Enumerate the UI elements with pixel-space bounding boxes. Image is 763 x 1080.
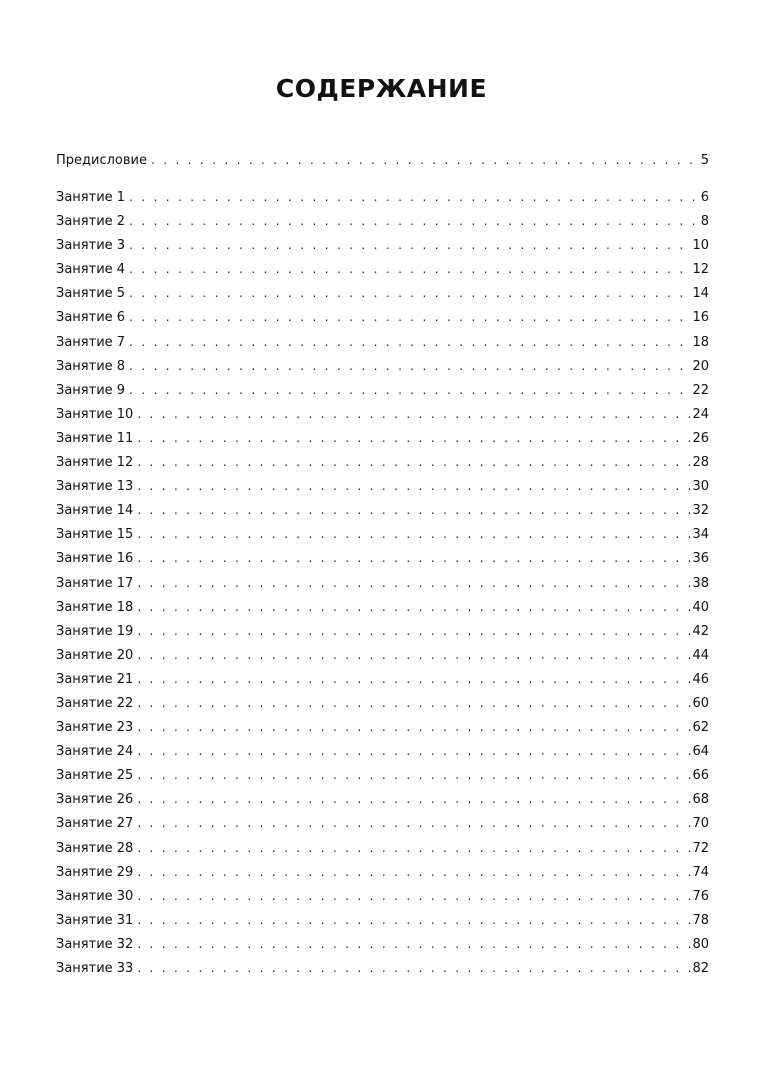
toc-entry-page: 74 — [692, 864, 709, 880]
toc-entry-preface[interactable] — [56, 148, 709, 172]
toc-leader-dots — [151, 148, 700, 172]
toc-entry-label: Занятие 2 — [56, 214, 126, 230]
toc-entry-lesson[interactable] — [56, 209, 709, 233]
toc-leader-dots — [137, 498, 691, 522]
toc-entry-page: 80 — [692, 936, 709, 952]
toc-entry-page: 62 — [692, 720, 709, 736]
toc-entry-label: Занятие 1 — [56, 190, 126, 205]
toc-entry-lesson[interactable] — [56, 474, 709, 498]
toc-entry-label: Занятие 3 — [56, 238, 126, 254]
toc-entry-label: Занятие 7 — [56, 334, 126, 350]
toc-leader-dots — [137, 522, 691, 546]
toc-entry-lesson[interactable] — [56, 956, 709, 980]
toc-entry-page: 26 — [692, 430, 709, 446]
toc-entry-label: Занятие 25 — [56, 768, 134, 784]
toc-entry-lesson[interactable] — [56, 860, 709, 884]
toc-entry-lesson[interactable] — [56, 354, 709, 378]
toc-leader-dots — [137, 691, 691, 715]
toc-entry-page: 64 — [692, 744, 709, 760]
toc-entry-page: 6 — [700, 190, 709, 205]
toc-leader-dots — [137, 402, 691, 426]
toc-leader-dots — [137, 474, 691, 498]
toc-entry-label: Занятие 33 — [56, 961, 134, 976]
toc-leader-dots — [129, 257, 691, 281]
toc-entry-lesson[interactable] — [56, 643, 709, 667]
toc-entry-lesson[interactable] — [56, 715, 709, 739]
toc-leader-dots — [137, 787, 691, 811]
toc-entry-page: 14 — [692, 286, 709, 302]
toc-leader-dots — [137, 571, 691, 595]
toc-entry-page: 42 — [692, 623, 709, 639]
toc-entry-page: 22 — [692, 382, 709, 398]
toc-entry-page: 30 — [692, 479, 709, 495]
toc-entry-page: 70 — [692, 816, 709, 832]
toc-entry-page: 40 — [692, 599, 709, 615]
toc-entry-page: 18 — [692, 334, 709, 350]
toc-leader-dots — [129, 209, 700, 233]
toc-entry-page: 28 — [692, 455, 709, 471]
toc-entry-lesson[interactable] — [56, 546, 709, 570]
page-title: СОДЕРЖАНИЕ — [275, 74, 488, 103]
toc-leader-dots — [137, 715, 691, 739]
toc-entry-lesson[interactable] — [56, 763, 709, 787]
toc-entry-page: 60 — [692, 695, 709, 711]
toc-entry-lesson[interactable] — [56, 691, 709, 715]
toc-leader-dots — [137, 546, 691, 570]
toc-entry-label: Занятие 15 — [56, 527, 134, 543]
toc-leader-dots — [129, 354, 691, 378]
toc-leader-dots — [137, 811, 691, 835]
toc-leader-dots — [129, 305, 691, 329]
toc-entry-lesson[interactable] — [56, 571, 709, 595]
toc-entry-page: 12 — [692, 262, 709, 278]
toc-entry-page: 34 — [692, 527, 709, 543]
toc-entry-page: 24 — [692, 406, 709, 422]
toc-leader-dots — [137, 450, 691, 474]
toc-entry-label: Занятие 4 — [56, 262, 126, 278]
toc-entry-lesson[interactable] — [56, 739, 709, 763]
toc-entry-page: 20 — [692, 358, 709, 374]
toc-entry-lesson[interactable] — [56, 522, 709, 546]
toc-entry-label: Занятие 16 — [56, 551, 134, 567]
toc-entry-label: Занятие 11 — [56, 430, 134, 446]
toc-leader-dots — [129, 185, 700, 209]
toc-entry-page: 5 — [700, 153, 709, 168]
toc-entry-page: 44 — [692, 647, 709, 663]
toc-leader-dots — [129, 378, 691, 402]
toc-leader-dots — [137, 619, 691, 643]
toc-entry-label: Занятие 26 — [56, 792, 134, 808]
toc-entry-page: 76 — [692, 888, 709, 904]
toc-entry-lesson[interactable] — [56, 330, 709, 354]
toc-entry-label: Занятие 27 — [56, 816, 134, 832]
toc-entry-label: Занятие 19 — [56, 623, 134, 639]
toc-leader-dots — [137, 595, 691, 619]
toc-entry-page: 16 — [692, 310, 709, 326]
toc-entry-label: Занятие 14 — [56, 503, 134, 519]
toc-entry-lesson[interactable] — [56, 305, 709, 329]
toc-entry-label: Занятие 5 — [56, 286, 126, 302]
toc-entry-label: Занятие 22 — [56, 695, 134, 711]
toc-leader-dots — [129, 233, 691, 257]
toc-entry-lesson[interactable] — [56, 233, 709, 257]
toc-entry-page: 8 — [700, 214, 709, 230]
toc-leader-dots — [137, 426, 691, 450]
toc-entry-lesson[interactable] — [56, 281, 709, 305]
toc-entry-label: Занятие 12 — [56, 455, 134, 471]
toc-entry-lesson[interactable] — [56, 498, 709, 522]
toc-entry-lesson[interactable] — [56, 595, 709, 619]
toc-entry-page: 72 — [692, 840, 709, 856]
toc-entry-label: Занятие 32 — [56, 936, 134, 952]
toc-entry-label: Занятие 9 — [56, 382, 126, 398]
toc-entry-lesson[interactable] — [56, 619, 709, 643]
toc-entry-lesson[interactable] — [56, 378, 709, 402]
toc-entry-lesson[interactable] — [56, 932, 709, 956]
toc-preface-section — [56, 148, 709, 172]
toc-leader-dots — [137, 643, 691, 667]
toc-entry-page: 82 — [692, 961, 709, 976]
toc-entry-page: 36 — [692, 551, 709, 567]
toc-entry-label: Занятие 23 — [56, 720, 134, 736]
toc-entry-label: Занятие 8 — [56, 358, 126, 374]
toc-leader-dots — [129, 281, 691, 305]
toc-entry-label: Занятие 6 — [56, 310, 126, 326]
toc-entry-label: Занятие 10 — [56, 406, 134, 422]
toc-leader-dots — [137, 956, 691, 980]
toc-entry-page: 38 — [692, 575, 709, 591]
toc-entry-page: 32 — [692, 503, 709, 519]
toc-entry-lesson[interactable] — [56, 450, 709, 474]
toc-entry-label: Занятие 18 — [56, 599, 134, 615]
toc-entry-label: Занятие 28 — [56, 840, 134, 856]
toc-leader-dots — [137, 739, 691, 763]
toc-leader-dots — [137, 884, 691, 908]
toc-entry-lesson[interactable] — [56, 836, 709, 860]
toc-entry-label: Занятие 24 — [56, 744, 134, 760]
toc-entry-label: Предисловие — [56, 153, 147, 168]
toc-leader-dots — [137, 860, 691, 884]
toc-entry-lesson[interactable] — [56, 908, 709, 932]
toc-entry-page: 66 — [692, 768, 709, 784]
toc-entry-page: 78 — [692, 912, 709, 928]
toc-entry-label: Занятие 21 — [56, 671, 134, 687]
toc-leader-dots — [137, 836, 691, 860]
toc-entry-page: 10 — [692, 238, 709, 254]
toc-entry-label: Занятие 30 — [56, 888, 134, 904]
toc-entry-lesson[interactable] — [56, 257, 709, 281]
toc-leader-dots — [137, 763, 691, 787]
toc-leader-dots — [137, 908, 691, 932]
toc-entry-lesson[interactable] — [56, 667, 709, 691]
toc-entry-page: 46 — [692, 671, 709, 687]
toc-entry-label: Занятие 29 — [56, 864, 134, 880]
toc-lessons-list — [56, 185, 709, 980]
toc-entry-label: Занятие 13 — [56, 479, 134, 495]
toc-leader-dots — [137, 667, 691, 691]
toc-entry-label: Занятие 20 — [56, 647, 134, 663]
toc-entry-page: 68 — [692, 792, 709, 808]
toc-entry-lesson[interactable] — [56, 426, 709, 450]
toc-leader-dots — [129, 330, 691, 354]
toc-leader-dots — [137, 932, 691, 956]
toc-entry-lesson[interactable] — [56, 884, 709, 908]
toc-entry-label: Занятие 31 — [56, 912, 134, 928]
toc-entry-label: Занятие 17 — [56, 575, 134, 591]
toc-entry-lesson[interactable] — [56, 402, 709, 426]
toc-entry-lesson[interactable] — [56, 787, 709, 811]
toc-entry-lesson[interactable] — [56, 811, 709, 835]
toc-entry-lesson[interactable] — [56, 185, 709, 209]
